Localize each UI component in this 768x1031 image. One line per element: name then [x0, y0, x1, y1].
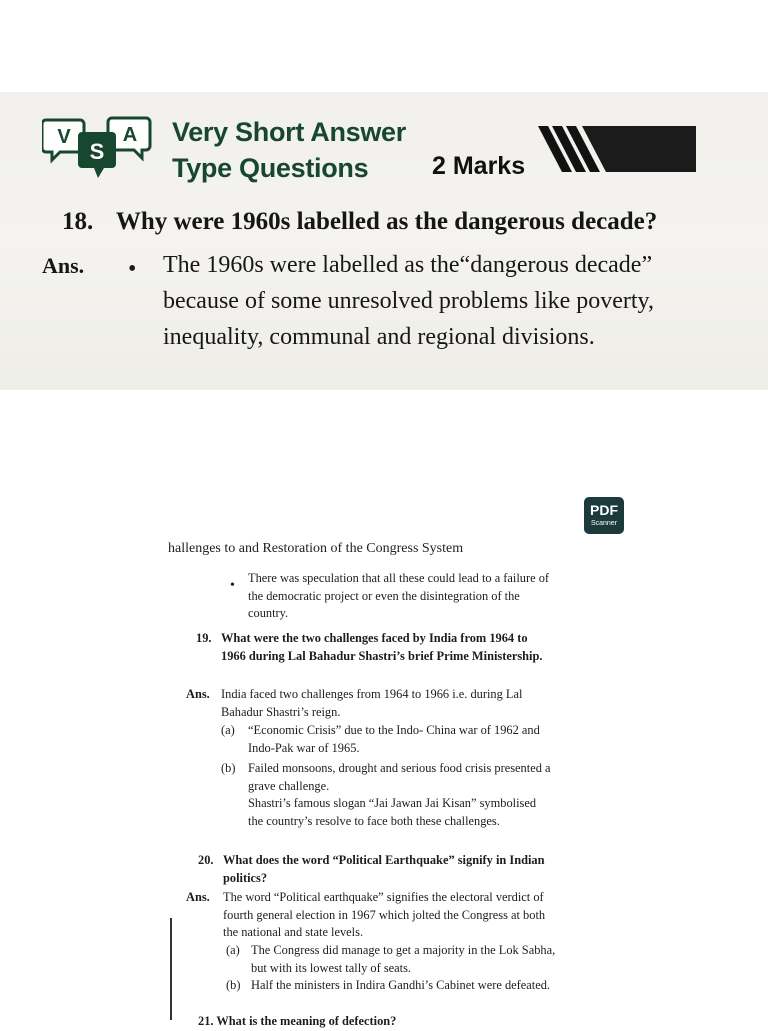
badge-pdf-text: PDF	[590, 502, 618, 518]
q19-answer-label: Ans.	[186, 687, 210, 701]
answer-label: Ans.	[42, 253, 85, 278]
question-18	[62, 208, 657, 236]
q20-answer-label: Ans.	[186, 890, 210, 904]
marks-label: 2 Marks	[432, 152, 526, 180]
q20-item-a-label: (a)	[226, 943, 240, 957]
question-text: Why were 1960s labelled as the dangerous decade?	[115, 208, 658, 235]
q20-answer-intro: The word “Political earthquake” signifies the electoral verdict of fourth general election in 1967 which jolted the Congress at both the national and state levels.	[223, 890, 546, 939]
q19-number: 19.	[196, 631, 212, 645]
q19-answer-intro: India faced two challenges from 1964 to 1966 i.e. during Lal Bahadur Shastri’s reign.	[221, 687, 523, 719]
logo-letter-a: A	[122, 124, 138, 146]
bullet-dot: •	[230, 578, 235, 593]
q21-partial: 21. What is the meaning of defection?	[198, 1014, 397, 1028]
q19-item-b-extra: Shastri’s famous slogan “Jai Jawan Jai Kisan” symbolised the country’s resolve to face both these challenges.	[248, 796, 537, 828]
heading-stripes-decoration	[538, 120, 696, 176]
page-running-header	[168, 541, 558, 557]
q20-number: 20.	[198, 853, 214, 867]
question-number: 18.	[62, 208, 94, 235]
q19-item-b-text: Failed monsoons, drought and serious food crisis presented a grave challenge.	[248, 761, 551, 793]
q19-item-b-label: (b)	[221, 761, 236, 775]
q20-question: What does the word “Political Earthquake” signify in Indian politics?	[223, 853, 545, 885]
logo-letter-v: V	[57, 126, 71, 148]
vsa-logo	[42, 112, 154, 184]
heading-line-2: Type Questions	[172, 153, 369, 183]
header-text: hallenges to and Restoration of the Congress System	[168, 541, 464, 556]
q19-item-a-label: (a)	[221, 723, 235, 737]
q20-item-b-label: (b)	[226, 978, 241, 992]
answer-text: The 1960s were labelled as the“dangerous decade” because of some unresolved problems like poverty, inequality, communal and regional divisions.	[163, 252, 654, 350]
margin-line	[170, 918, 172, 1020]
section-heading	[172, 114, 406, 186]
q20-item-b-text: Half the ministers in Indira Gandhi’s Cabinet were defeated.	[251, 978, 550, 992]
q19-item-a-text: “Economic Crisis” due to the Indo- China war of 1962 and Indo-Pak war of 1965.	[248, 723, 540, 755]
logo-letter-s: S	[89, 139, 105, 164]
bullet-dot: •	[128, 256, 137, 282]
badge-scanner-text: Scanner	[590, 520, 618, 527]
q20-item-a-text: The Congress did manage to get a majority in the Lok Sabha, but with its lowest tally of seats.	[251, 943, 556, 975]
pdf-scanner-badge	[584, 497, 624, 534]
bullet-paragraph: There was speculation that all these could lead to a failure of the democratic project or even the disintegration of the country.	[248, 571, 550, 620]
heading-line-1: Very Short Answer	[172, 117, 406, 147]
q19-question: What were the two challenges faced by India from 1964 to 1966 during Lal Bahadur Shastri’s brief Prime Ministership.	[221, 631, 543, 663]
